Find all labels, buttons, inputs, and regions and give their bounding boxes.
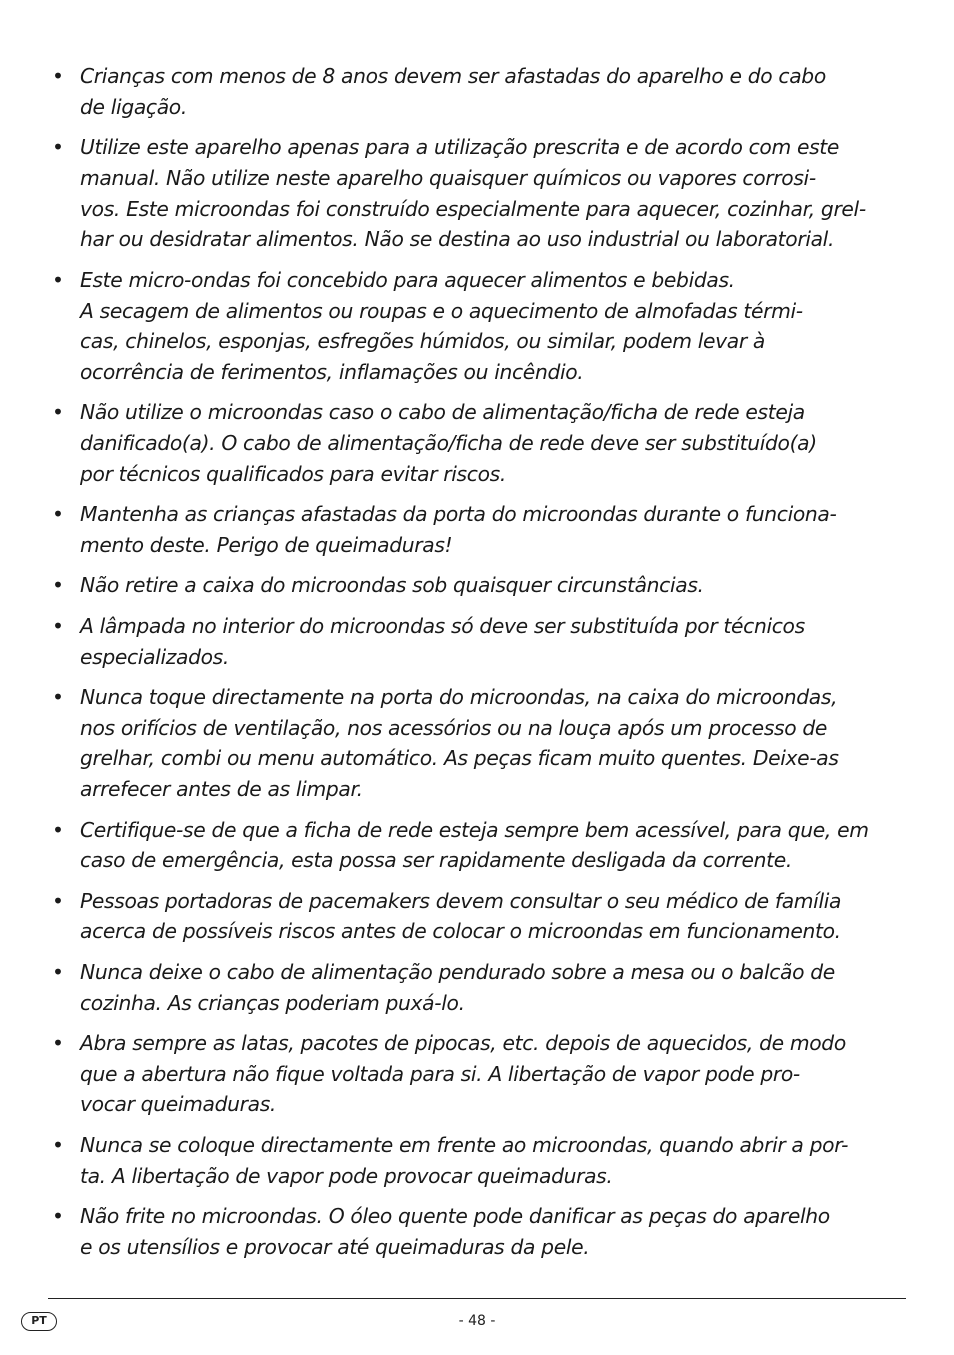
list-item-text-line: Crianças com menos de 8 anos devem ser afastadas do aparelho e do cabo [80,64,826,88]
language-badge: PT [21,1312,57,1331]
bullet-dot-icon: • [52,888,64,913]
list-item [48,886,908,948]
list-item-text-line: cas, chinelos, esponjas, esfregões húmidos, ou similar, podem levar à [80,329,766,354]
list-item-text-line: Não utilize o microondas caso o cabo de alimentação/ficha de rede esteja [80,400,805,425]
list-item [48,1028,908,1120]
list-item-text-line: de ligação. [80,94,187,119]
list-item-text-line: que a abertura não fique voltada para si. A libertação de vapor pode pro- [80,1061,800,1086]
list-item-text-line: Nunca deixe o cabo de alimentação pendurado sobre a mesa ou o balcão de [80,959,835,984]
list-item-text-line: mento deste. Perigo de queimaduras! [80,533,453,558]
list-item-text-line: Utilize este aparelho apenas para a utilização prescrita e de acordo com este [80,135,840,160]
footer-divider [48,1298,906,1299]
list-item-text-line: Este micro-ondas foi concebido para aquecer alimentos e bebidas. [80,267,735,292]
list-item-text-line: Não retire a caixa do microondas sob quaisquer circunstâncias. [80,573,704,598]
safety-instructions-list [48,61,908,1272]
list-item-text-line: A lâmpada no interior do microondas só deve ser substituída por técnicos [80,613,805,638]
bullet-dot-icon: • [52,1030,64,1055]
bullet-dot-icon: • [52,684,64,709]
list-item [48,1201,908,1263]
list-item [48,397,908,489]
bullet-dot-icon: • [52,1132,64,1157]
bullet-dot-icon: • [52,400,64,425]
list-item-text-line: nos orifícios de ventilação, nos acessórios ou na louça após um processo de [80,715,828,740]
bullet-dot-icon: • [52,1203,64,1228]
list-item-text-line: Certifique-se de que a ficha de rede esteja sempre bem acessível, para que, em [80,817,869,842]
list-item-text-line: especializados. [80,644,229,669]
bullet-dot-icon: • [52,817,64,842]
list-item-text-line: Nunca toque directamente na porta do microondas, na caixa do microondas, [80,684,838,709]
bullet-dot-icon: • [52,959,64,984]
bullet-dot-icon: • [52,267,64,292]
list-item-text-line: grelhar, combi ou menu automático. As peças ficam muito quentes. Deixe-as [80,746,839,771]
list-item-text-line: caso de emergência, esta possa ser rapidamente desligada da corrente. [80,848,792,873]
list-item [48,265,908,388]
list-item-text-line: vocar queimaduras. [80,1092,277,1117]
bullet-dot-icon: • [52,613,64,638]
list-item-text-line: har ou desidratar alimentos. Não se destina ao uso industrial ou laboratorial. [80,227,835,252]
list-item [48,61,908,123]
list-item-text-line: vos. Este microondas foi construído especialmente para aquecer, cozinhar, grel- [80,196,866,221]
list-item-text-line: ta. A libertação de vapor pode provocar queimaduras. [80,1163,613,1188]
list-item [48,815,908,877]
list-item [48,132,908,255]
list-item-text-line: cozinha. As crianças poderiam puxá-lo. [80,990,465,1015]
list-item-text-line: Nunca se coloque directamente em frente ao microondas, quando abrir a por- [80,1132,849,1157]
list-item-text-line: Mantenha as crianças afastadas da porta do microondas durante o funciona- [80,502,837,527]
bullet-dot-icon: • [52,64,64,88]
list-item [48,611,908,673]
list-item-text-line: danificado(a). O cabo de alimentação/ficha de rede deve ser substituído(a) [80,431,817,456]
list-item-text-line: Não frite no microondas. O óleo quente pode danificar as peças do aparelho [80,1203,830,1228]
list-item-text-line: Abra sempre as latas, pacotes de pipocas, etc. depois de aquecidos, de modo [80,1030,846,1055]
list-item-text-line: arrefecer antes de as limpar. [80,777,363,802]
list-item [48,570,908,601]
list-item-text-line: A secagem de alimentos ou roupas e o aquecimento de almofadas térmi- [80,298,803,323]
list-item [48,499,908,561]
list-item-text-line: Pessoas portadoras de pacemakers devem consultar o seu médico de família [80,888,842,913]
list-item [48,682,908,805]
bullet-dot-icon: • [52,502,64,527]
list-item [48,1130,908,1192]
bullet-dot-icon: • [52,573,64,598]
page-number: - 48 - [458,1313,496,1329]
list-item-text-line: manual. Não utilize neste aparelho quaisquer químicos ou vapores corrosi- [80,165,816,190]
list-item-text-line: acerca de possíveis riscos antes de colocar o microondas em funcionamento. [80,919,841,944]
list-item [48,957,908,1019]
list-item-text-line: e os utensílios e provocar até queimaduras da pele. [80,1234,590,1259]
list-item-text-line: ocorrência de ferimentos, inflamações ou incêndio. [80,360,584,385]
bullet-dot-icon: • [52,135,64,160]
list-item-text-line: por técnicos qualificados para evitar riscos. [80,462,506,487]
